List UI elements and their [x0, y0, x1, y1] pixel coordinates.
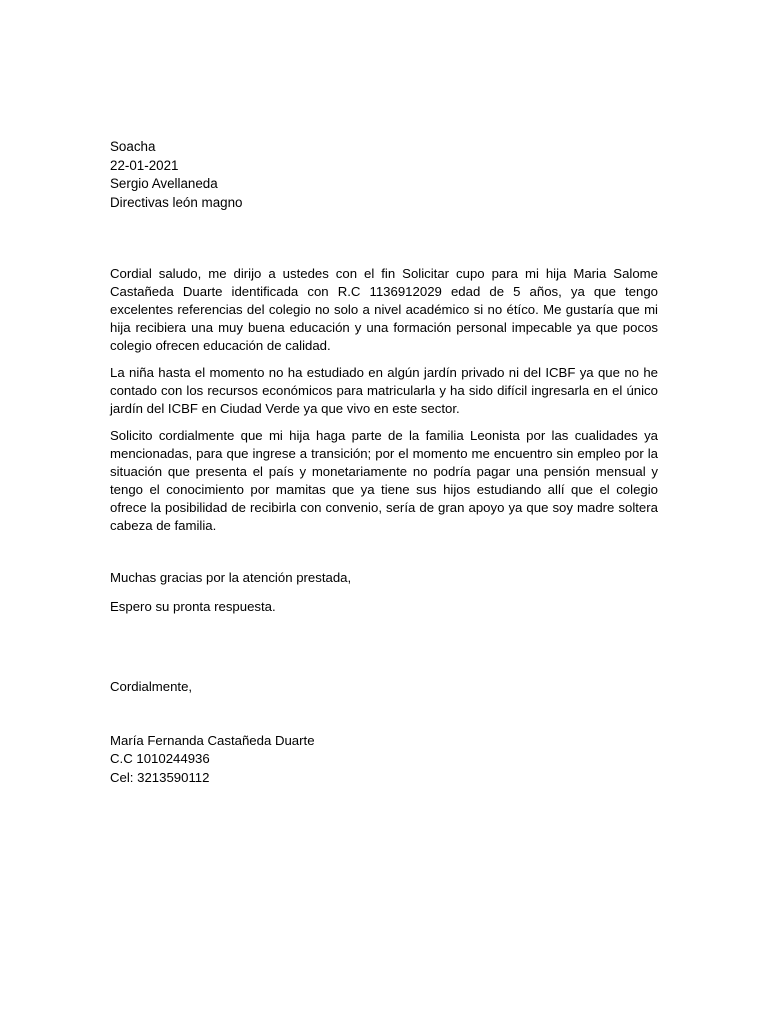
city-line: Soacha: [110, 139, 156, 154]
body-paragraph-1: Cordial saludo, me dirijo a ustedes con el fin Solicitar cupo para mi hija Maria Salome Castañeda Duarte identificada con R.C 1136912029 edad de 5 años, ya que tengo excelentes referencias del colegio no solo a nivel académico si no étíco. Me gustaría que mi hija recibiera una muy buena educación y una formación personal impecable ya que pocos colegio ofrecen educación de calidad.: [110, 266, 658, 353]
farewell-line: Cordialmente,: [110, 679, 193, 694]
recipient-org-line: Directivas león magno: [110, 194, 243, 210]
letter-body: [110, 265, 658, 544]
recipient-name-line: Sergio Avellaneda: [110, 176, 218, 192]
letter-closing: [110, 569, 351, 616]
body-paragraph-3: Solicito cordialmente que mi hija haga parte de la familia Leonista por las cualidades ya mencionadas, para que ingrese a transición; por el momento me encuentro sin empleo por la situación que presenta el país y monetariamente no podría pagar una pensión mensual y tengo el conocimiento por mamitas que ya tiene sus hijos estudiando allí que el colegio ofrece la posibilidad de recibirla con convenio, sería de gran apoyo ya que soy madre soltera cabeza de familia.: [110, 428, 658, 533]
date-line: 22-01-2021: [110, 157, 179, 173]
signature-phone: Cel: 3213590112: [110, 769, 210, 785]
signature-name: María Fernanda Castañeda Duarte: [110, 733, 315, 748]
signature-id: C.C 1010244936: [110, 751, 210, 767]
signature-block: [110, 732, 315, 787]
letter-header: [110, 138, 242, 212]
awaiting-line: Espero su pronta respuesta.: [110, 599, 276, 614]
thanks-line: Muchas gracias por la atención prestada,: [110, 570, 352, 585]
body-paragraph-2: La niña hasta el momento no ha estudiado en algún jardín privado ni del ICBF ya que no he contado con los recursos económicos para matricularla y ha sido difícil ingresarla en el único jardín del ICBF en Ciudad Verde ya que vivo en este sector.: [110, 365, 658, 416]
